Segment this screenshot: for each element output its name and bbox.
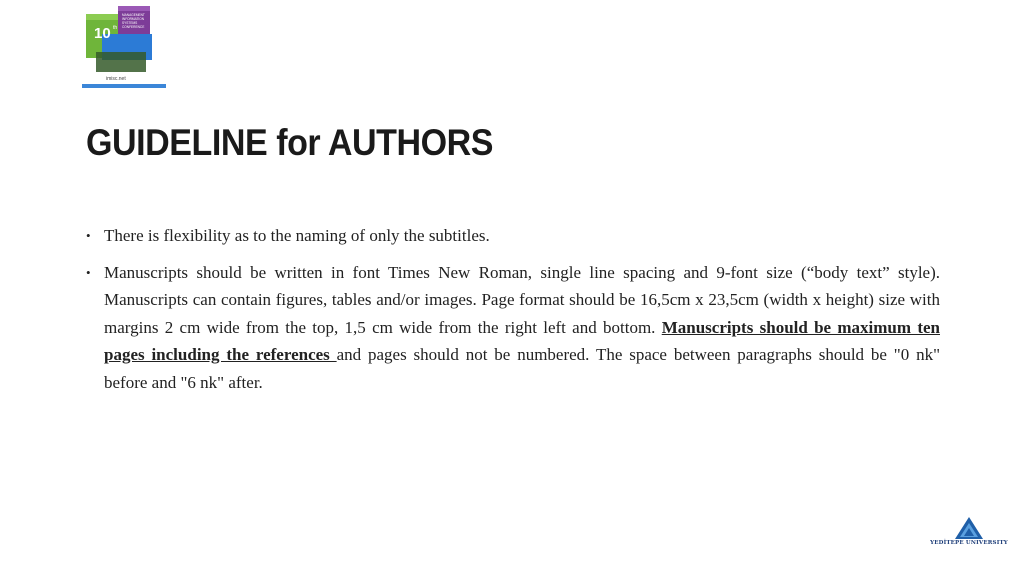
bullet-text-emphasis: Manuscripts should be maximum ten pages including the references	[104, 317, 940, 364]
logo-url: imisc.net	[106, 76, 126, 82]
bullet-dot: •	[86, 228, 91, 243]
bullet-dot: •	[86, 264, 91, 280]
list-item	[86, 222, 940, 250]
page-title: GUIDELINE for AUTHORS	[86, 122, 494, 163]
logo-line-2: INFORMATION	[122, 17, 145, 21]
conference-logo	[82, 4, 166, 90]
logo-edition-suffix: th	[113, 25, 118, 31]
bullet-text: There is flexibility as to the naming of only the subtitles.	[104, 226, 490, 245]
logo-edition: 10	[94, 25, 111, 42]
logo-line-3: SYSTEMS	[122, 21, 138, 25]
bullet-list	[86, 222, 940, 396]
conference-logo-icon	[82, 4, 166, 90]
university-name: YEDİTEPE UNIVERSITY	[930, 540, 1008, 546]
list-item	[86, 259, 940, 397]
logo-line-4: CONFERENCE	[122, 25, 145, 29]
triangle-logo-icon	[954, 516, 984, 540]
university-logo	[930, 516, 1008, 552]
logo-line-1: MANAGEMENT	[122, 13, 145, 17]
bullet-text-after: and pages should not be numbered. The space between paragraphs should be "0 nk" before and "6 nk" after.	[104, 345, 941, 392]
bullet-text-before: Manuscripts should be written in font Times New Roman, single line spacing and 9-font size (“body text” style). Manuscripts can contain figures, tables and/or images. Page format should be 16,5cm x 23,5cm (width x height) size with margins 2 cm wide from the top, 1,5 cm wide from the right left and bottom.	[104, 262, 940, 337]
